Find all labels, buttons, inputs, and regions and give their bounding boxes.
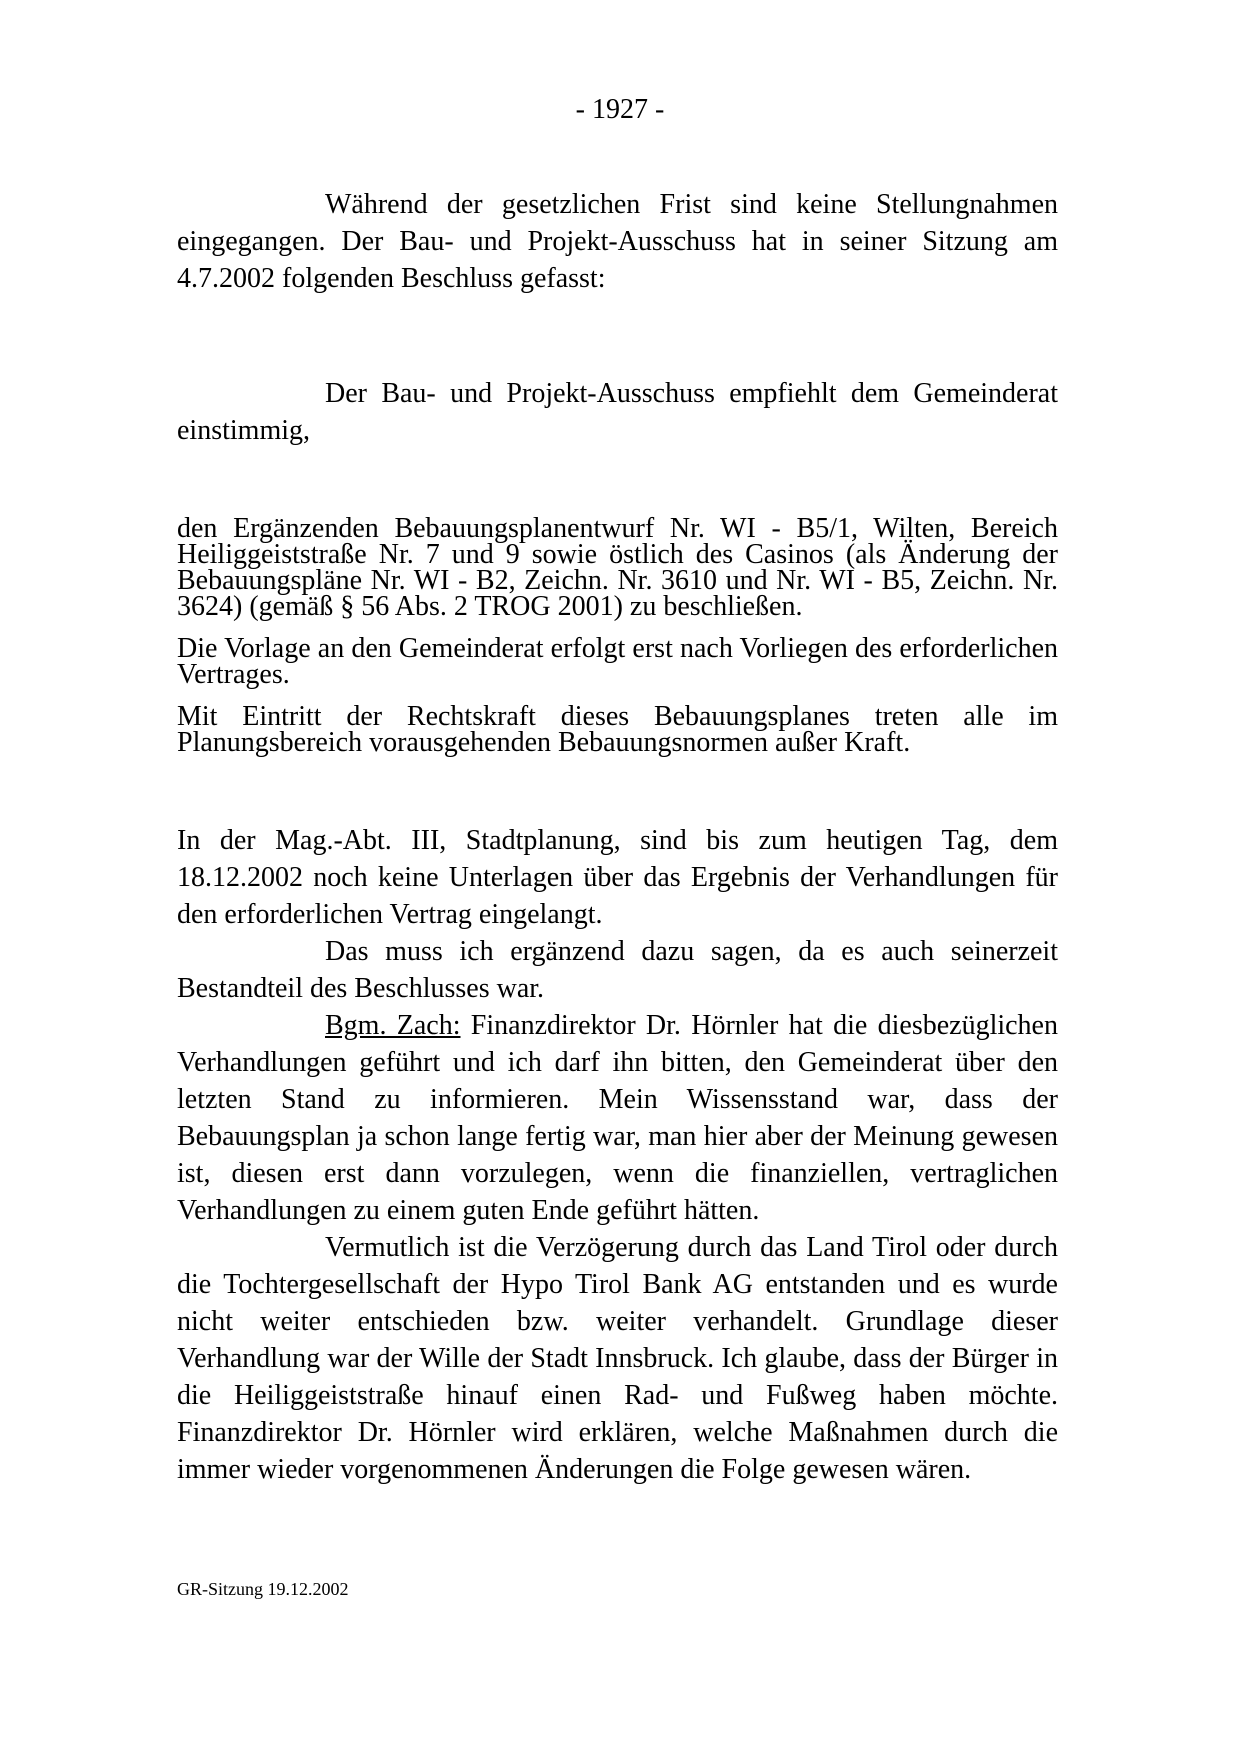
- recommend-block: [177, 375, 1058, 449]
- intro-block: [177, 186, 1058, 297]
- speech-text: Finanzdirektor Dr. Hörnler hat die diesbezüglichen Verhandlungen geführt und ich darf ihn bitten, den Gemeinderat über den letzten Stand zu informieren. Mein Wissensstand war, dass der Bebauungsplan ja schon lange fertig war, man hier aber der Meinung gewesen ist, diesen erst dann vorzulegen, wenn die finanziellen, vertraglichen Verhandlungen zu einem guten Ende geführt hätten.: [177, 1010, 1058, 1226]
- addendum-paragraph: Das muss ich ergänzend dazu sagen, da es auch seinerzeit Bestandteil des Beschlusses war.: [177, 936, 1058, 1004]
- footer-session-date: GR-Sitzung 19.12.2002: [177, 1579, 349, 1599]
- presentation-paragraph: Die Vorlage an den Gemeinderat erfolgt erst nach Vorliegen des erforderlichen Vertrages.: [177, 633, 1058, 690]
- main-block: [177, 822, 1058, 1488]
- mag-abt-paragraph: In der Mag.-Abt. III, Stadtplanung, sind bis zum heutigen Tag, dem 18.12.2002 noch keine Unterlagen über das Ergebnis der Verhandlungen für den erforderlichen Vertrag eingelangt.: [177, 825, 1058, 930]
- delay-paragraph: Vermutlich ist die Verzögerung durch das Land Tirol oder durch die Tochtergesellschaft der Hypo Tirol Bank AG entstanden und es wurde nicht weiter entschieden bzw. weiter verhandelt. Grundlage dieser Verhandlung war der Wille der Stadt Innsbruck. Ich glaube, dass der Bürger in die Heiliggeiststraße hinauf einen Rad- und Fußweg haben möchte. Finanzdirektor Dr. Hörnler wird erklären, welche Maßnahmen durch die immer wieder vorgenommenen Änderungen die Folge gewesen wären.: [177, 1232, 1058, 1485]
- speech-paragraph: [177, 1007, 1058, 1229]
- legal-force-paragraph: Mit Eintritt der Rechtskraft dieses Bebauungsplanes treten alle im Planungsbereich vorausgehenden Bebauungsnormen außer Kraft.: [177, 701, 1058, 758]
- resolution-paragraph: den Ergänzenden Bebauungsplanentwurf Nr. WI - B5/1, Wilten, Bereich Heiliggeiststraße Nr. 7 und 9 sowie östlich des Casinos (als Änderung der Bebauungspläne Nr. WI - B2, Zeichn. Nr. 3610 und Nr. WI - B5, Zeichn. Nr. 3624) (gemäß § 56 Abs. 2 TROG 2001) zu beschließen.: [177, 513, 1058, 622]
- recommend-paragraph: Der Bau- und Projekt-Ausschuss empfiehlt dem Gemeinderat einstimmig,: [177, 378, 1058, 446]
- resolution-block: [177, 513, 1058, 758]
- intro-paragraph: Während der gesetzlichen Frist sind keine Stellungnahmen eingegangen. Der Bau- und Projekt-Ausschuss hat in seiner Sitzung am 4.7.2002 folgenden Beschluss gefasst:: [177, 189, 1058, 294]
- speaker-name: Bgm. Zach:: [325, 1010, 461, 1041]
- page-number: - 1927 -: [575, 94, 665, 125]
